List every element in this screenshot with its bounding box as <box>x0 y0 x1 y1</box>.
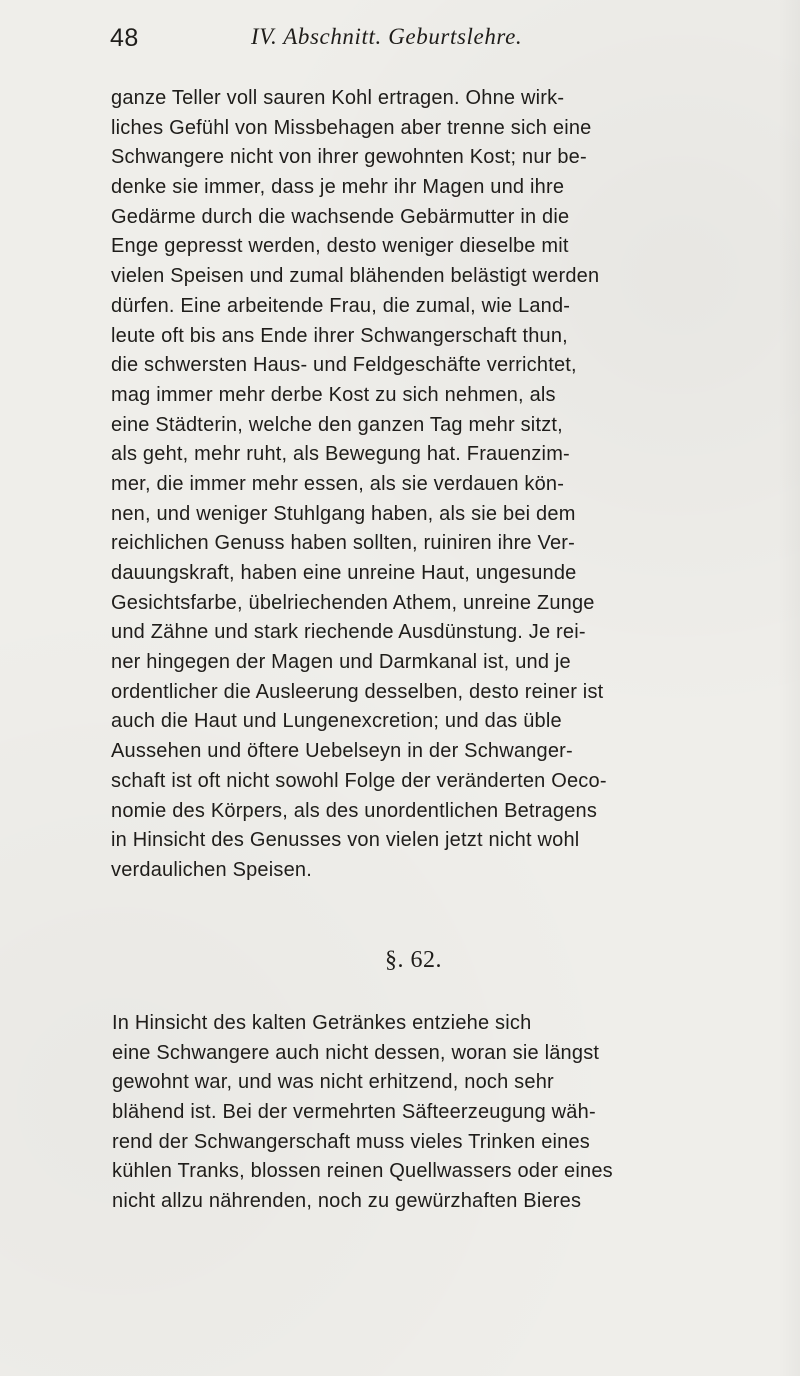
paragraph-2-line: In Hinsicht des kalten Getränkes entziehe sich <box>112 1012 532 1034</box>
page-edge-shadow <box>778 0 800 1376</box>
paragraph-1-line: dürfen. Eine arbeitende Frau, die zumal, wie Land- <box>111 294 571 317</box>
paragraph-2-line: nicht allzu nährenden, noch zu gewürzhaften Bieres <box>112 1190 582 1213</box>
paragraph-1-line: Enge gepresst werden, desto weniger dieselbe mit <box>111 235 569 258</box>
page-number: 48 <box>110 24 139 52</box>
paragraph-1-line: in Hinsicht des Genusses von vielen jetzt nicht wohl <box>111 829 580 852</box>
paragraph-1-line: als geht, mehr ruht, als Bewegung hat. Frauenzim- <box>111 443 570 466</box>
paragraph-1-line: und Zähne und stark riechende Ausdünstung. Je rei- <box>111 621 586 644</box>
paragraph-1-line: ordentlicher die Ausleerung desselben, desto reiner ist <box>111 680 604 703</box>
paragraph-1-line: liches Gefühl von Missbehagen aber trenne sich eine <box>111 116 592 139</box>
paragraph-1-line: eine Städterin, welche den ganzen Tag mehr sitzt, <box>111 413 563 436</box>
paragraph-1-line: die schwersten Haus- und Feldgeschäfte verrichtet, <box>111 354 577 377</box>
paragraph-2-line: eine Schwangere auch nicht dessen, woran sie längst <box>112 1041 600 1064</box>
paragraph-1-line: vielen Speisen und zumal blähenden belästigt werden <box>111 265 600 288</box>
paragraph-1-line: Gesichtsfarbe, übelriechenden Athem, unreine Zunge <box>111 591 595 614</box>
paragraph-2-line: rend der Schwangerschaft muss vieles Trinken eines <box>112 1130 591 1153</box>
paragraph-1-line: leute oft bis ans Ende ihrer Schwangerschaft thun, <box>111 324 568 347</box>
paragraph-2 <box>112 1009 742 1217</box>
paragraph-1-line: verdaulichen Speisen. <box>111 858 312 881</box>
paragraph-1-line: ner hingegen der Magen und Darmkanal ist, und je <box>111 651 571 674</box>
paragraph-2-line: gewohnt war, und was nicht erhitzend, noch sehr <box>112 1071 554 1094</box>
running-title: IV. Abschnitt. Geburtslehre. <box>251 24 523 49</box>
paragraph-1-line: Aussehen und öftere Uebelseyn in der Schwanger- <box>111 740 573 763</box>
page-header <box>110 24 720 62</box>
paragraph-1-line: nen, und weniger Stuhlgang haben, als sie bei dem <box>111 502 576 525</box>
paragraph-1-line: denke sie immer, dass je mehr ihr Magen und ihre <box>111 176 565 199</box>
paragraph-1-line: Schwangere nicht von ihrer gewohnten Kost; nur be- <box>111 146 587 169</box>
paragraph-1-line: reichlichen Genuss haben sollten, ruiniren ihre Ver- <box>111 532 575 555</box>
paragraph-1-line: dauungskraft, haben eine unreine Haut, ungesunde <box>111 562 577 584</box>
paragraph-2-line: blähend ist. Bei der vermehrten Säfteerzeugung wäh- <box>112 1101 596 1124</box>
paragraph-1-line: schaft ist oft nicht sowohl Folge der veränderten Oeco- <box>111 769 607 792</box>
paragraph-1-line: mer, die immer mehr essen, als sie verdauen kön- <box>111 472 565 495</box>
paragraph-1-line: mag immer mehr derbe Kost zu sich nehmen, als <box>111 383 556 406</box>
paragraph-2-line: kühlen Tranks, blossen reinen Quellwassers oder eines <box>112 1160 613 1183</box>
paragraph-1-line: auch die Haut und Lungenexcretion; und das üble <box>111 710 562 733</box>
paragraph-1-line: ganze Teller voll sauren Kohl ertragen. Ohne wirk- <box>111 87 565 109</box>
paragraph-1-line: nomie des Körpers, als des unordentlichen Betragens <box>111 799 598 822</box>
paragraph-1-line: Gedärme durch die wachsende Gebärmutter in die <box>111 205 570 228</box>
section-heading: §. 62. <box>385 947 442 973</box>
paragraph-1 <box>111 84 741 886</box>
